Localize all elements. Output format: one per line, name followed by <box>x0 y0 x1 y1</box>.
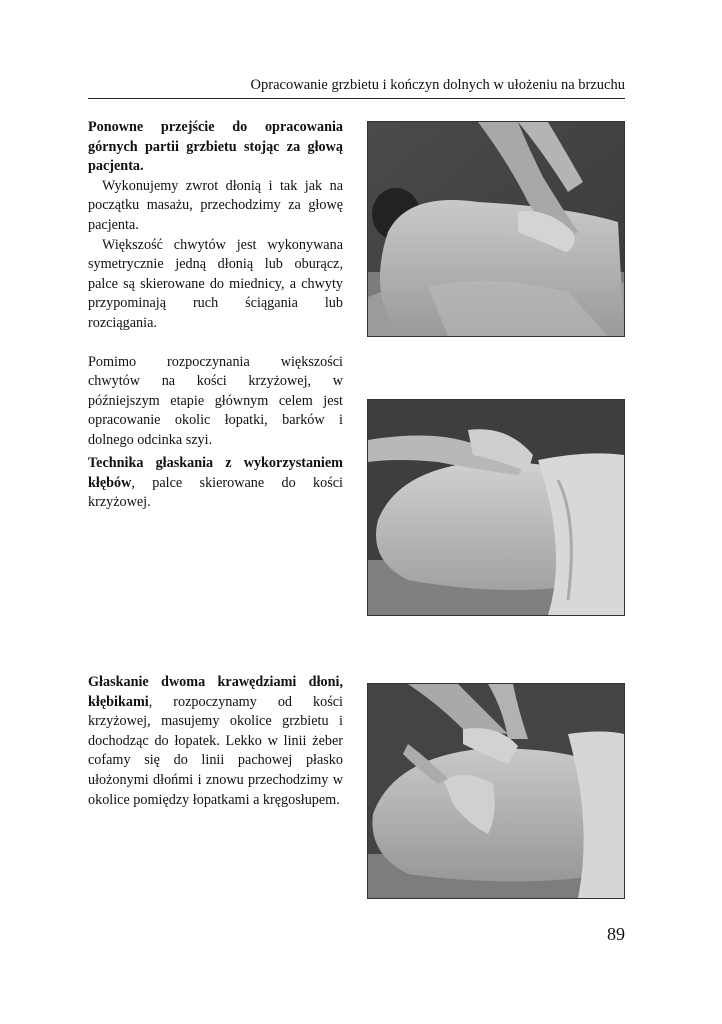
page-number: 89 <box>607 924 625 944</box>
massage-photo-2 <box>367 399 625 616</box>
section-3-paragraph <box>88 673 343 810</box>
section-2-heading: Technika głaskania z wykorzystaniem kłębów <box>88 455 343 491</box>
section-2-text: , palce skierowane do kości krzyżowej. <box>88 474 343 511</box>
section-1-paragraph-2: Większość chwytów jest wykonywana symetrycznie jedną dłonią lub oburącz, palce są skierowane do miednicy, a chwyty przypominają ruch ściągania lub rozciągania. <box>88 236 343 331</box>
section-2-paragraph <box>88 454 343 513</box>
section-3-text: , rozpoczynamy od kości krzyżowej, masujemy okolice grzbietu i dochodząc do łopatek. Lekko w linii żeber cofamy się do linii pachowej płasko ułożonymi dłońmi i znowu przechodzimy w okolice pomiędzy łopatkami a kręgosłupem. <box>88 693 343 808</box>
massage-photo-1 <box>367 121 625 337</box>
text-section-2 <box>88 454 343 513</box>
section-1-heading: Ponowne przejście do opracowania górnych partii grzbietu stojąc za głową pacjenta. <box>88 119 343 175</box>
massage-photo-3 <box>367 683 625 899</box>
text-section-1 <box>88 118 343 451</box>
section-1-paragraph-1: Wykonujemy zwrot dłonią i tak jak na początku masażu, przechodzimy za głowę pacjenta. <box>88 177 343 233</box>
header-rule <box>88 98 625 99</box>
section-1-paragraph-3: Pomimo rozpoczynania większości chwytów na kości krzyżowej, w późniejszym etapie głównym celem jest opracowanie okolic łopatki, barków i dolnego odcinka szyi. <box>88 353 343 448</box>
section-3-heading: Głaskanie dwoma krawędziami dłoni, kłębikami <box>88 674 343 710</box>
text-section-3 <box>88 673 343 810</box>
running-head: Opracowanie grzbietu i kończyn dolnych w ułożeniu na brzuchu <box>250 77 625 93</box>
